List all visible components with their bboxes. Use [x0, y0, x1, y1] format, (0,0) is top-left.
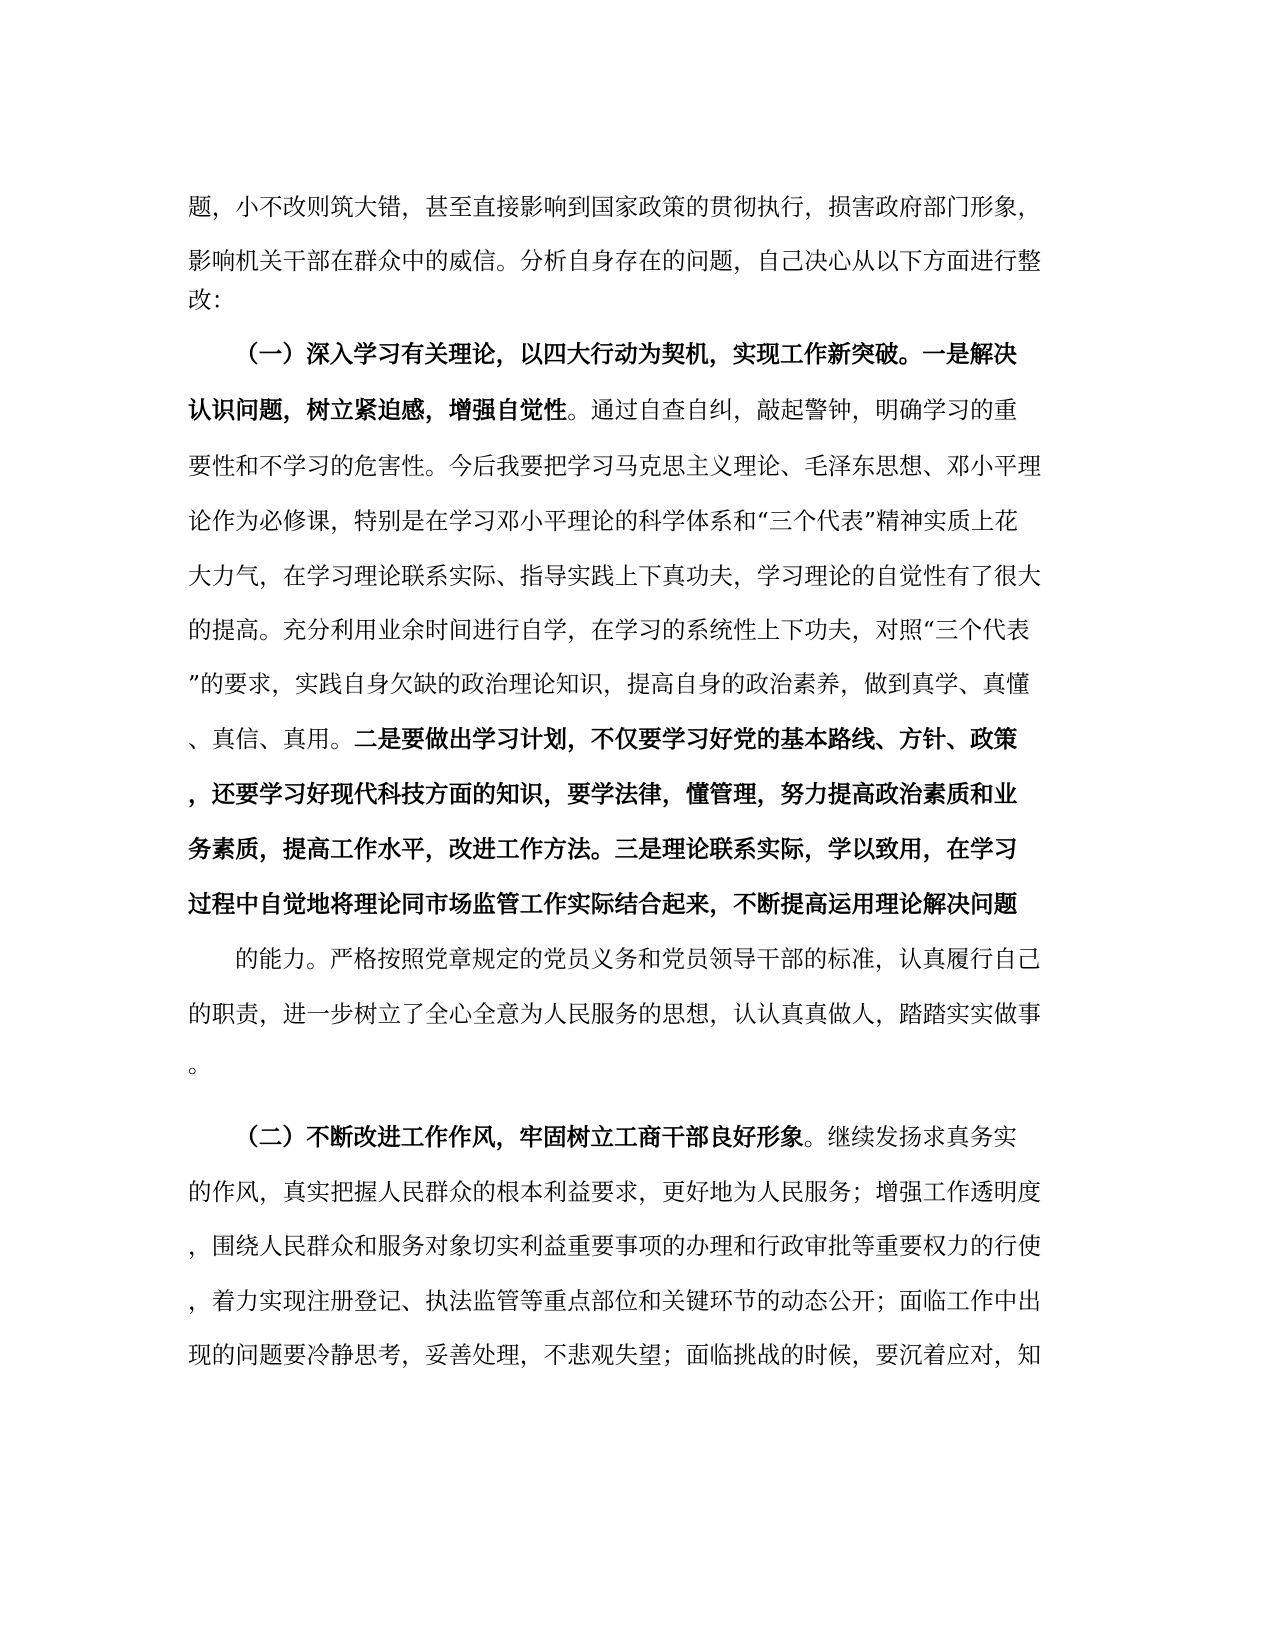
text-segment-bold: 务素质，提高工作水平，改进工作方法。三是理论联系实际，学以致用，在学习 — [188, 835, 1018, 863]
text-segment-bold: 认识问题，树立紧迫感，增强自觉性 — [188, 396, 568, 424]
text-segment: 改： — [188, 286, 236, 314]
text-segment: 。通过自查自纠，敲起警钟，明确学习的重 — [567, 396, 1018, 424]
text-line — [188, 559, 1088, 593]
section-heading-two — [235, 1120, 1088, 1154]
text-line — [188, 1284, 1088, 1318]
text-line — [188, 283, 1088, 317]
text-segment: ，围绕人民群众和服务对象切实利益重要事项的办理和行政审批等重要权力的行使 — [188, 1232, 1042, 1260]
text-segment: 。 — [188, 1050, 212, 1078]
text-segment: 影响机关干部在群众中的威信。分析自身存在的问题，自己决心从以下方面进行整 — [188, 247, 1042, 275]
text-line — [188, 190, 1088, 224]
text-segment: 的作风，真实把握人民群众的根本利益要求，更好地为人民服务；增强工作透明度 — [188, 1178, 1042, 1206]
text-segment: 论作为必修课，特别是在学习邓小平理论的科学体系和“三个代表”精神实质上花 — [188, 507, 1019, 535]
text-segment: 大力气，在学习理论联系实际、指导实践上下真功夫，学习理论的自觉性有了很大 — [188, 562, 1042, 590]
text-segment: ”的要求，实践自身欠缺的政治理论知识，提高自身的政治素养，做到真学、真懂 — [188, 670, 1030, 698]
text-line — [188, 1229, 1088, 1263]
text-segment: 。继续发扬求真务实 — [803, 1123, 1018, 1151]
text-segment-bold: （二）不断改进工作作风，牢固树立工商干部良好形象 — [235, 1123, 804, 1151]
text-segment-bold: 二是要做出学习计划，不仅要学习好党的基本路线、方针、政策 — [353, 725, 1018, 753]
text-line — [188, 1175, 1088, 1209]
text-line — [188, 1338, 1088, 1372]
text-line — [188, 997, 1088, 1031]
text-line — [188, 613, 1088, 647]
section-heading-one — [235, 337, 1088, 371]
text-segment-bold: 过程中自觉地将理论同市场监管工作实际结合起来，不断提高运用理论解决问题 — [188, 890, 1018, 918]
text-line — [188, 722, 1088, 756]
text-line — [188, 449, 1088, 483]
text-segment: 题，小不改则筑大错，甚至直接影响到国家政策的贯彻执行，损害政府部门形象， — [188, 193, 1042, 221]
text-segment: 现的问题要冷静思考，妥善处理，不悲观失望；面临挑战的时候，要沉着应对，知 — [188, 1341, 1042, 1369]
text-line — [188, 244, 1088, 278]
text-line — [188, 1047, 1088, 1081]
text-segment: 的提高。充分利用业余时间进行自学，在学习的系统性上下功夫，对照“三个代表 — [188, 616, 1030, 644]
text-line — [188, 504, 1088, 538]
text-line — [188, 887, 1088, 921]
text-segment-bold: （一）深入学习有关理论，以四大行动为契机，实现工作新突破。一是解决 — [235, 340, 1018, 368]
text-segment-bold: ，还要学习好现代科技方面的知识，要学法律，懂管理，努力提高政治素质和业 — [188, 780, 1018, 808]
text-line — [188, 832, 1088, 866]
text-segment: 要性和不学习的危害性。今后我要把学习马克思主义理论、毛泽东思想、邓小平理 — [188, 452, 1042, 480]
text-segment: 的职责，进一步树立了全心全意为人民服务的思想，认认真真做人，踏踏实实做事 — [188, 1000, 1042, 1028]
text-line — [188, 777, 1088, 811]
text-line — [188, 393, 1088, 427]
text-line — [188, 667, 1088, 701]
text-segment: 、真信、真用。 — [188, 725, 354, 753]
text-segment: 的能力。严格按照党章规定的党员义务和党员领导干部的标准，认真履行自己 — [235, 945, 1041, 973]
text-line — [235, 942, 1088, 976]
text-segment: ，着力实现注册登记、执法监管等重点部位和关键环节的动态公开；面临工作中出 — [188, 1287, 1042, 1315]
